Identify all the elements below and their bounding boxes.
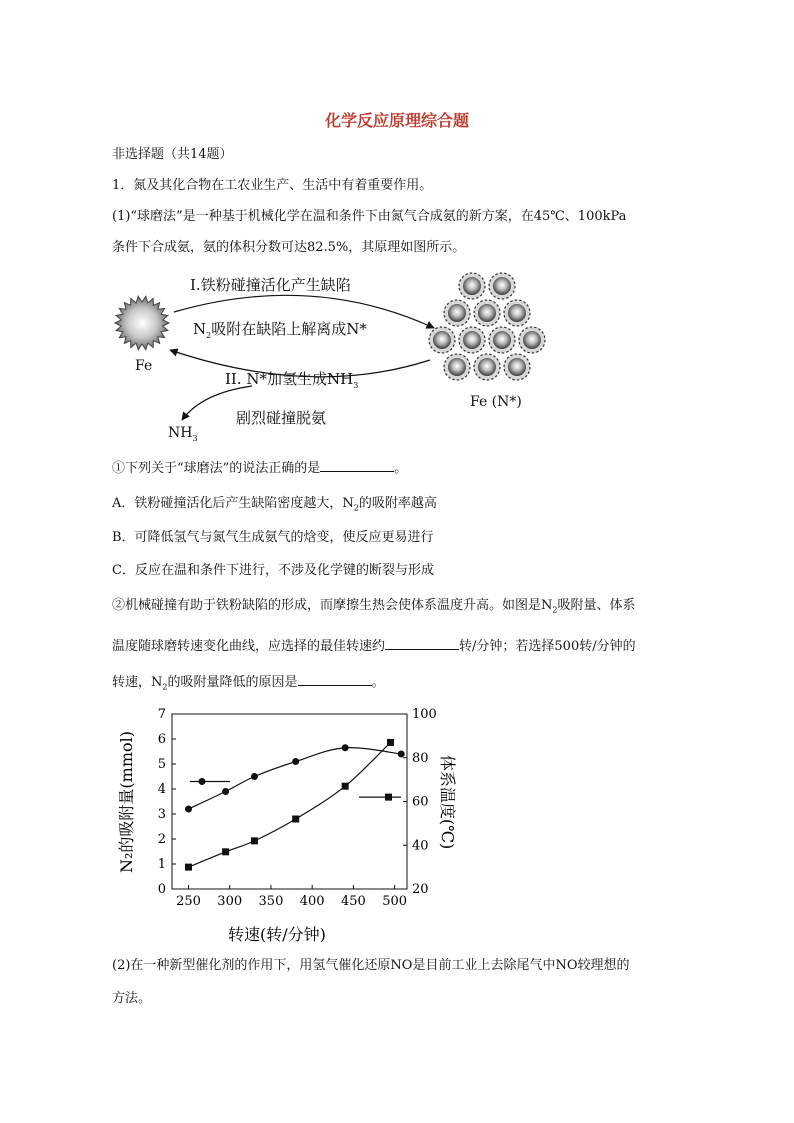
y-left-tick-label: 4 — [157, 782, 166, 797]
data-point-adsorption — [342, 744, 349, 751]
sub-question-1: ①下列关于“球磨法”的说法正确的是 。 — [112, 458, 407, 477]
diagram-step3-label: 剧烈碰撞脱氨 — [236, 409, 327, 427]
x-tick-label: 250 — [176, 894, 201, 909]
y-left-tick-label: 5 — [157, 757, 166, 772]
y-axis-left-label: N₂的吸附量(mmol) — [117, 731, 136, 873]
y-right-tick-label: 80 — [412, 750, 429, 766]
diagram-step1-label: I.铁粉碰撞活化产生缺陷 — [190, 276, 351, 294]
data-point-temperature — [185, 864, 192, 871]
y-left-tick-label: 0 — [157, 882, 166, 897]
x-tick-label: 350 — [258, 894, 284, 909]
fe-n-cluster-icon — [429, 273, 545, 380]
part1-line1: (1)“球磨法”是一种基于机械化学在温和条件下由氮气合成氨的新方案，在45℃、100kPa — [112, 209, 627, 224]
part1-line2: 条件下合成氨，氨的体积分数可达82.5%，其原理如图所示。 — [112, 240, 466, 255]
fe-n-label: Fe (N*) — [470, 394, 522, 410]
answer-blank-1[interactable] — [320, 458, 394, 472]
section-heading: 非选择题（共14题） — [112, 147, 233, 162]
data-point-adsorption — [251, 773, 258, 780]
option-c: C．反应在温和条件下进行，不涉及化学键的断裂与形成 — [112, 563, 434, 578]
sub-question-2-line1: ②机械碰撞有助于铁粉缺陷的形成，而摩擦生热会使体系温度升高。如图是$N_2$吸附量、体系 — [112, 598, 636, 615]
series-line-adsorption — [188, 748, 401, 809]
x-axis-label: 转速(转/分钟) — [228, 925, 326, 944]
y-right-tick-label: 100 — [412, 707, 437, 722]
x-tick-label: 450 — [340, 894, 366, 909]
data-point-temperature — [222, 848, 229, 855]
option-b: B．可降低氢气与氮气生成氨气的焓变，使反应更易进行 — [112, 530, 434, 545]
sub-question-2-line2: 温度随球磨转速变化曲线，应选择的最佳转速约 转/分钟；若选择500转/分钟的 — [112, 636, 636, 655]
x-tick-label: 300 — [217, 894, 243, 909]
fe-particle-icon — [115, 296, 169, 349]
fe-label: Fe — [135, 358, 153, 374]
plot-frame — [172, 714, 407, 889]
y-left-tick-label: 2 — [157, 832, 166, 847]
data-point-temperature — [251, 837, 258, 844]
y-right-tick-label: 20 — [412, 882, 429, 897]
nh3-label: $NH_3$ — [168, 425, 198, 443]
y-right-tick-label: 40 — [412, 838, 429, 854]
data-point-adsorption — [185, 806, 192, 813]
y-left-tick-label: 3 — [157, 807, 166, 822]
option-a: A．铁粉碰撞活化后产生缺陷密度越大，$N_2$的吸附率越高 — [112, 496, 437, 513]
part2-line2: 方法。 — [112, 991, 152, 1006]
legend-marker-adsorption — [199, 778, 206, 785]
question-stem: 1．氮及其化合物在工农业生产、生活中有着重要作用。 — [112, 178, 433, 193]
ball-milling-diagram — [112, 268, 572, 448]
y-right-tick-label: 60 — [412, 794, 429, 810]
y-axis-right-label: 体系温度(℃) — [438, 754, 457, 850]
data-point-adsorption — [398, 751, 405, 758]
answer-blank-2[interactable] — [385, 636, 459, 650]
y-left-tick-label: 1 — [157, 857, 166, 872]
answer-blank-3[interactable] — [298, 672, 372, 686]
data-point-adsorption — [292, 758, 299, 765]
x-tick-label: 500 — [382, 894, 408, 909]
y-left-tick-label: 7 — [157, 707, 166, 722]
data-point-temperature — [292, 816, 299, 823]
page-title: 化学反应原理综合题 — [324, 111, 469, 130]
diagram-step2-label: II. N*加氢生成$NH_3$ — [225, 370, 359, 390]
data-point-adsorption — [222, 788, 229, 795]
sub-question-2-line3: 转速，$N_2$的吸附量降低的原因是 。 — [112, 672, 385, 696]
diagram-step1b-label: $N_2$吸附在缺陷上解离成N* — [193, 320, 367, 340]
adsorption-temperature-chart — [112, 700, 457, 950]
legend-marker-temperature — [385, 794, 392, 801]
series-line-temperature — [188, 742, 390, 867]
data-point-temperature — [387, 739, 394, 746]
y-left-tick-label: 6 — [157, 732, 166, 747]
part2-line1: (2)在一种新型催化剂的作用下，用氢气催化还原NO是目前工业上去除尾气中NO较理想的 — [112, 958, 630, 973]
data-point-temperature — [342, 783, 349, 790]
x-tick-label: 400 — [299, 894, 325, 909]
